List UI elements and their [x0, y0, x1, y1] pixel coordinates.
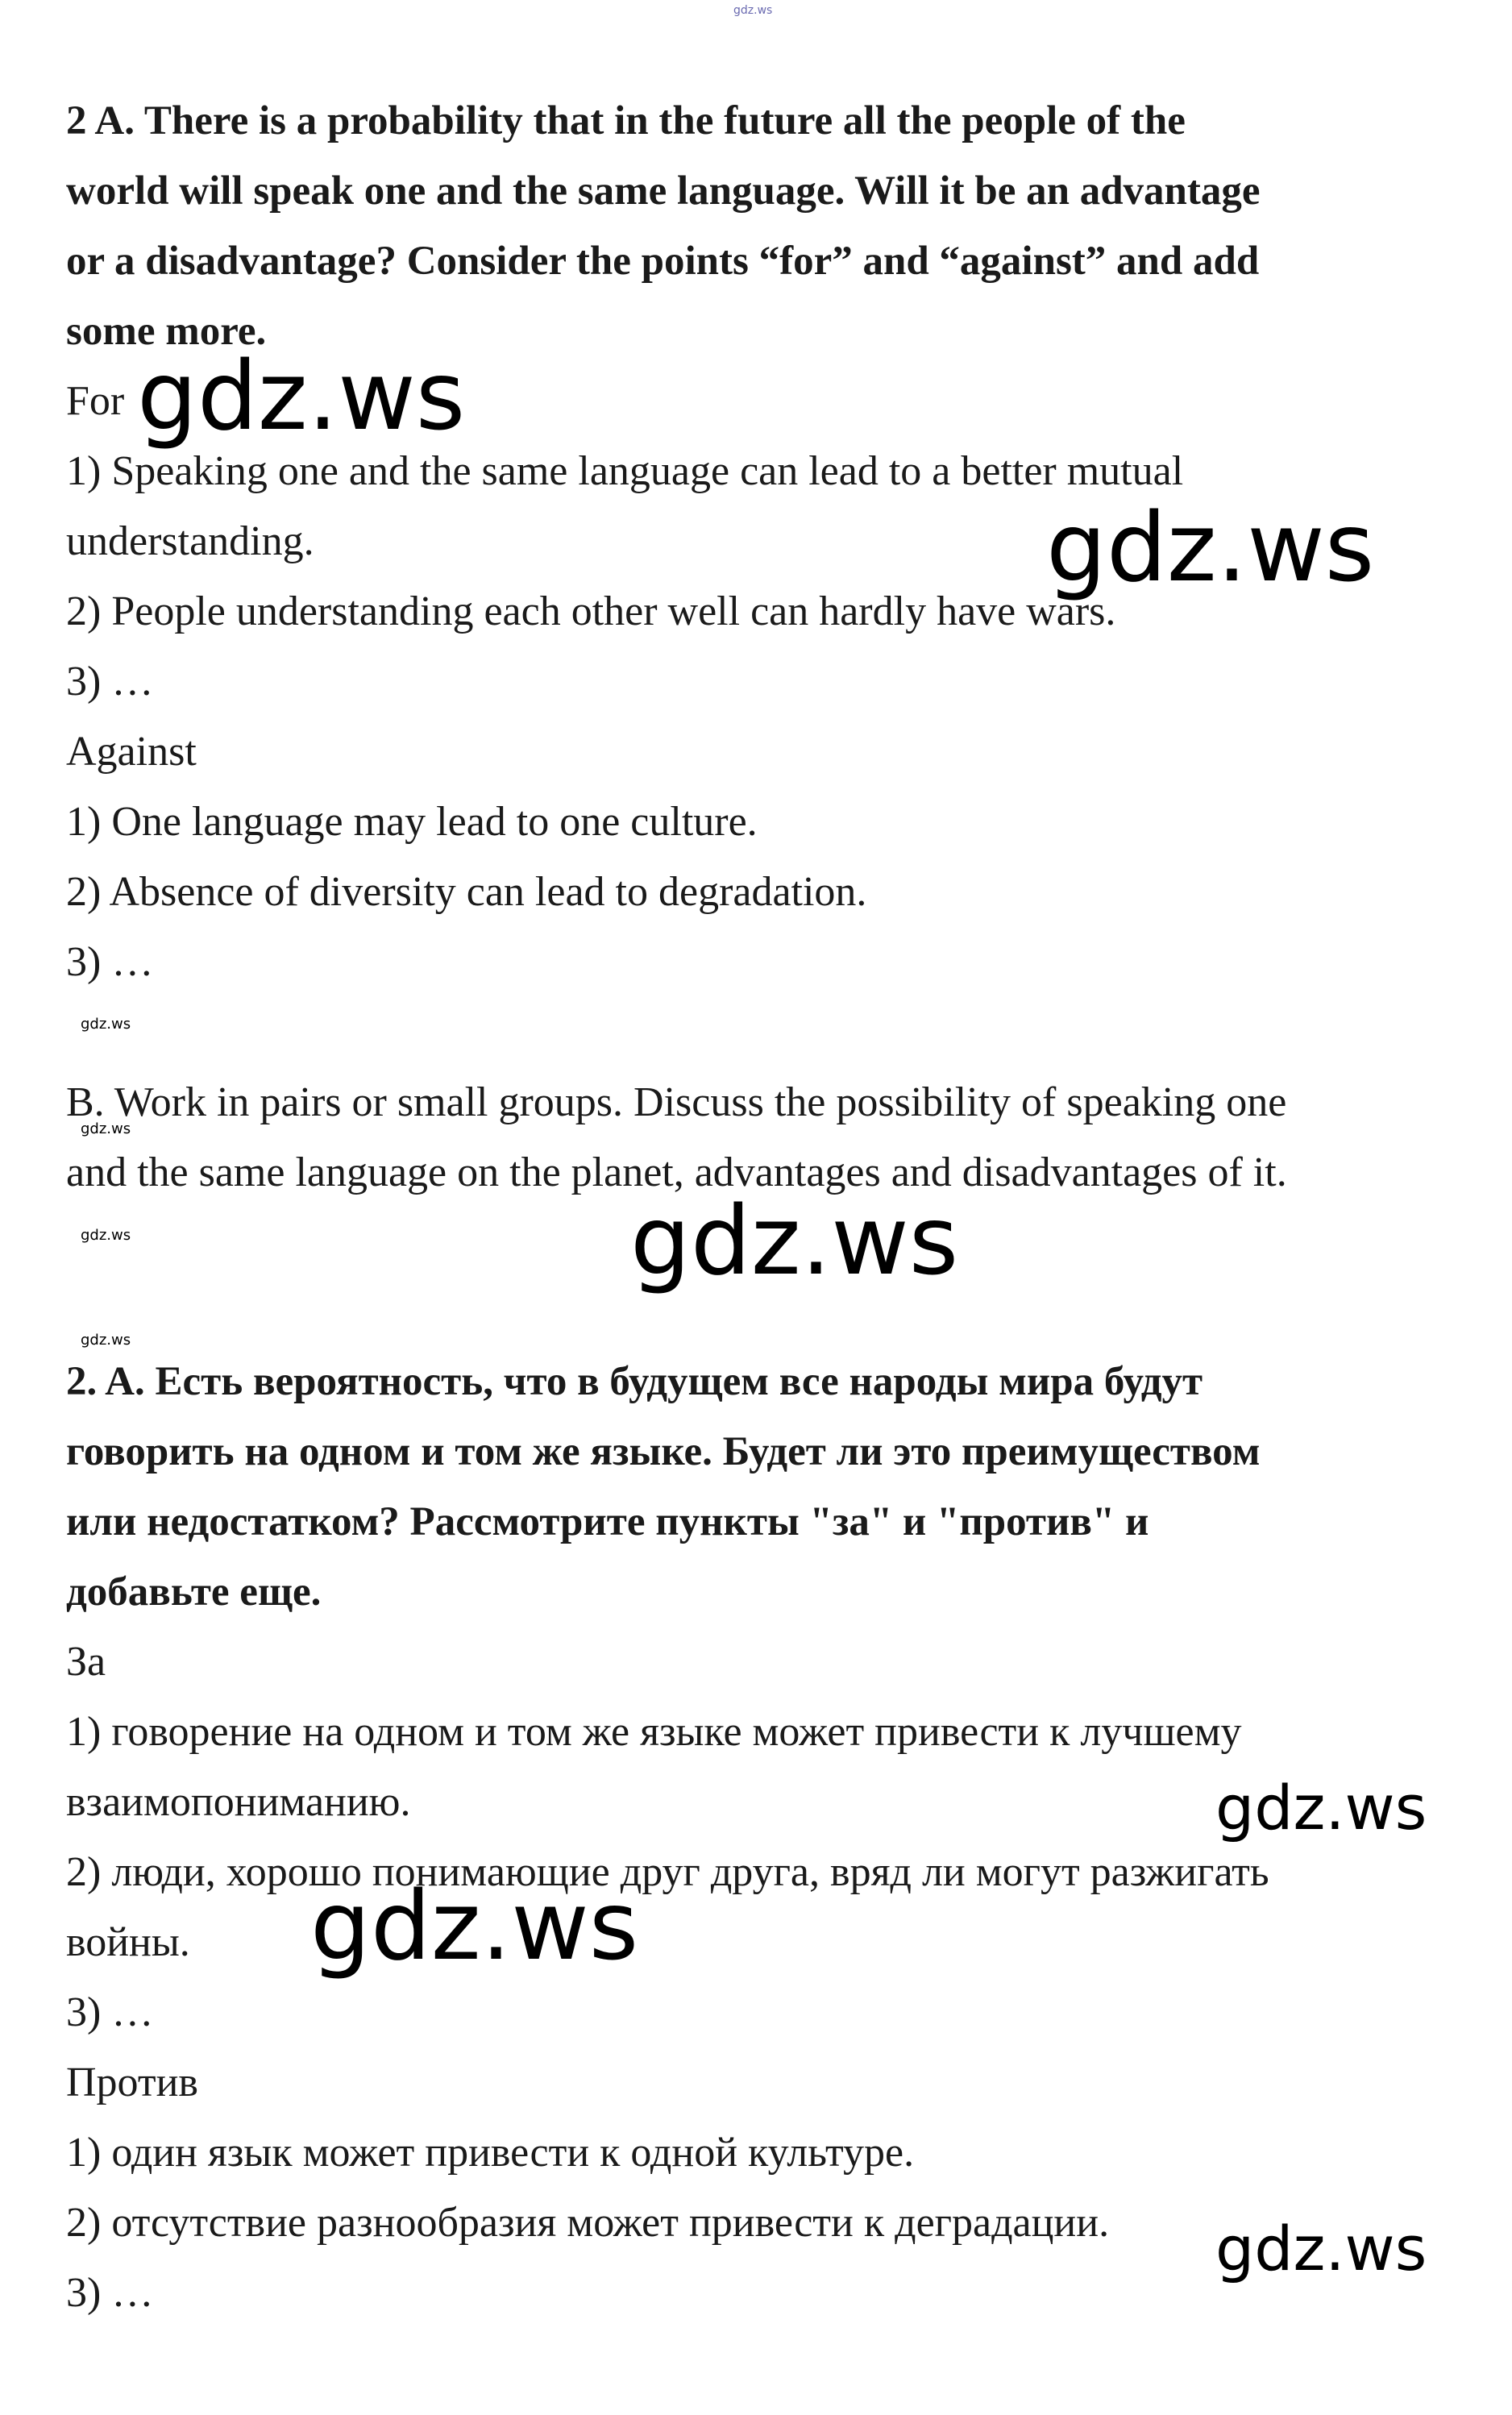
for-item-ru-1: 1) говорение на одном и том же языке может привести к лучшему [66, 1709, 1242, 1755]
against-label-ru: Против [66, 2060, 198, 2105]
task-heading-ru-line-3: или недостатком? Рассмотрите пункты "за" и "против" и [66, 1499, 1149, 1544]
for-item-1: 1) Speaking one and the same language can lead to a better mutual [66, 448, 1184, 494]
task-b-line-2: and the same language on the planet, advantages and disadvantages of it. [66, 1149, 1287, 1195]
watermark-small: gdz.ws [81, 1227, 131, 1244]
against-item-3: 3) … [66, 939, 154, 985]
watermark-large: gdz.ws [310, 1870, 639, 1981]
task-heading-line-2: world will speak one and the same language. Will it be an advantage [66, 168, 1261, 214]
for-item-ru-1-continued: взаимопониманию. [66, 1779, 411, 1825]
task-heading-line-3: or a disadvantage? Consider the points “for” and “against” and add [66, 239, 1260, 284]
for-item-1-continued: understanding. [66, 518, 314, 564]
against-item-2: 2) Absence of diversity can lead to degradation. [66, 869, 867, 915]
watermark-small: gdz.ws [81, 1120, 131, 1137]
task-heading-line-1: 2 A. There is a probability that in the future all the people of the [66, 98, 1186, 143]
for-item-2: 2) People understanding each other well can hardly have wars. [66, 588, 1116, 634]
watermark-large: gdz.ws [630, 1185, 959, 1296]
watermark-large: gdz.ws [1046, 492, 1375, 603]
task-heading-line-4: some more. [66, 309, 267, 354]
task-heading-ru-line-4: добавьте еще. [66, 1569, 322, 1615]
task-heading-ru-line-1: 2. A. Есть вероятность, что в будущем все народы мира будут [66, 1359, 1203, 1404]
task-heading-ru-line-2: говорить на одном и том же языке. Будет ли это преимуществом [66, 1429, 1261, 1474]
watermark-medium: gdz.ws [1215, 2213, 1427, 2284]
watermark-medium: gdz.ws [1215, 1772, 1427, 1843]
against-label: Against [66, 729, 197, 775]
task-b-line-1: B. Work in pairs or small groups. Discuss the possibility of speaking one [66, 1079, 1287, 1125]
for-item-ru-2-continued: войны. [66, 1919, 190, 1965]
against-item-ru-2: 2) отсутствие разнообразия может привести к деградации. [66, 2200, 1110, 2246]
against-item-ru-3: 3) … [66, 2270, 154, 2316]
for-label-ru: За [66, 1639, 106, 1685]
against-item-1: 1) One language may lead to one culture. [66, 799, 758, 845]
watermark-large: gdz.ws [137, 340, 466, 451]
for-label: For [66, 378, 125, 424]
watermark-small: gdz.ws [81, 1332, 131, 1349]
for-item-ru-3: 3) … [66, 1989, 154, 2035]
watermark-small: gdz.ws [81, 1016, 131, 1033]
watermark-top: gdz.ws [733, 4, 773, 17]
for-item-ru-2: 2) люди, хорошо понимающие друг друга, вряд ли могут разжигать [66, 1849, 1269, 1895]
against-item-ru-1: 1) один язык может привести к одной культуре. [66, 2130, 915, 2176]
for-item-3: 3) … [66, 659, 154, 705]
